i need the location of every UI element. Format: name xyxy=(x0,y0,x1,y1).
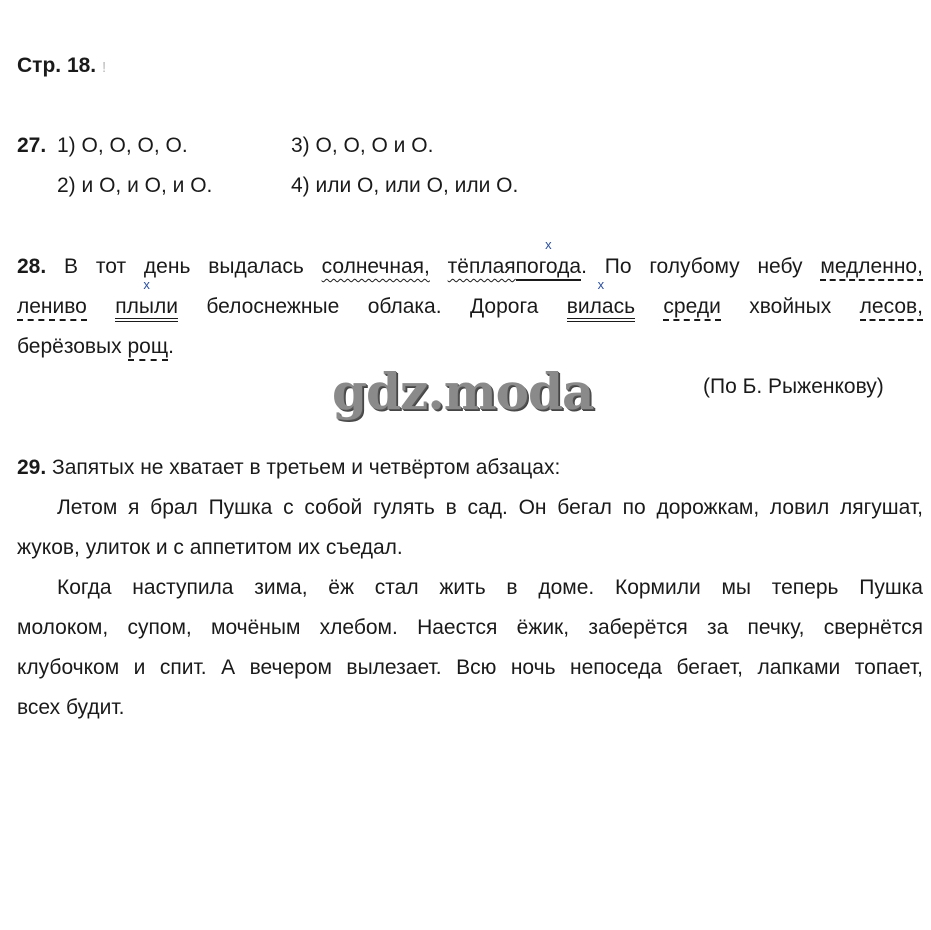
ex27-number: 27. xyxy=(17,134,47,157)
ex29-p1-line-1: Летом я брал Пушка с собой гулять в сад. Он бегал по дорожкам, ловил лягушат, xyxy=(57,496,923,519)
ex28-line-2: лениво x плыли белоснежные облака. Дорога x вилась среди хвойных лесов, xyxy=(17,287,923,327)
ex29-p2-line-4: всех будит. xyxy=(17,696,125,719)
ex27-answer-2: 2) и О, и О, и О. xyxy=(57,174,213,197)
cross-mark: x xyxy=(545,237,552,252)
word-adverb: лениво xyxy=(17,295,87,321)
word-adjective: солнечная, xyxy=(321,255,430,278)
ex28-number: 28. xyxy=(17,255,47,278)
ex28-source: (По Б. Рыженкову) xyxy=(703,375,884,398)
word-circumstance: среди xyxy=(663,295,720,321)
word-circumstance: рощ xyxy=(128,335,169,361)
word-subject: x погода xyxy=(516,255,581,278)
ex29-p1-line-2: жуков, улиток и с аппетитом их съедал. xyxy=(17,536,403,559)
ex29-number: 29. xyxy=(17,456,47,479)
cross-mark: x xyxy=(597,277,605,292)
page-reference: Стр. 18. ! xyxy=(17,54,107,77)
ex28-line-3: берёзовых рощ. xyxy=(17,327,174,367)
stray-mark: ! xyxy=(101,59,107,76)
word-predicate: x вилась xyxy=(567,295,635,318)
ex29-p2-line-3: клубочком и спит. А вечером вылезает. Всю ночь непоседа бегает, лапками топает, xyxy=(17,656,923,679)
ex27-answer-1: 1) О, О, О, О. xyxy=(57,134,188,157)
word-predicate: x плыли xyxy=(115,295,178,318)
ex29-p2-line-2: молоком, супом, мочёным хлебом. Наестся ёжик, заберётся за печку, свернётся xyxy=(17,616,923,639)
ex27-answer-4: 4) или О, или О, или О. xyxy=(291,174,519,197)
cross-mark: x xyxy=(143,277,150,292)
ex28-line-1: 28. В тот день выдалась солнечная, тёплая x погода. По голубому небу медленно, xyxy=(17,247,923,287)
ex27-answer-3: 3) О, О, О и О. xyxy=(291,134,434,157)
word-adverb: медленно, xyxy=(820,255,923,281)
ex29-p2-line-1: Когда наступила зима, ёж стал жить в доме. Кормили мы теперь Пушка xyxy=(57,576,923,599)
word-adjective: тёплая xyxy=(447,255,516,278)
ex29-intro-line xyxy=(17,448,560,488)
word-circumstance: лесов, xyxy=(860,295,923,321)
watermark-logo: gdz.moda xyxy=(332,362,594,421)
ex29-intro: Запятых не хватает в третьем и четвёртом абзацах: xyxy=(52,456,561,479)
